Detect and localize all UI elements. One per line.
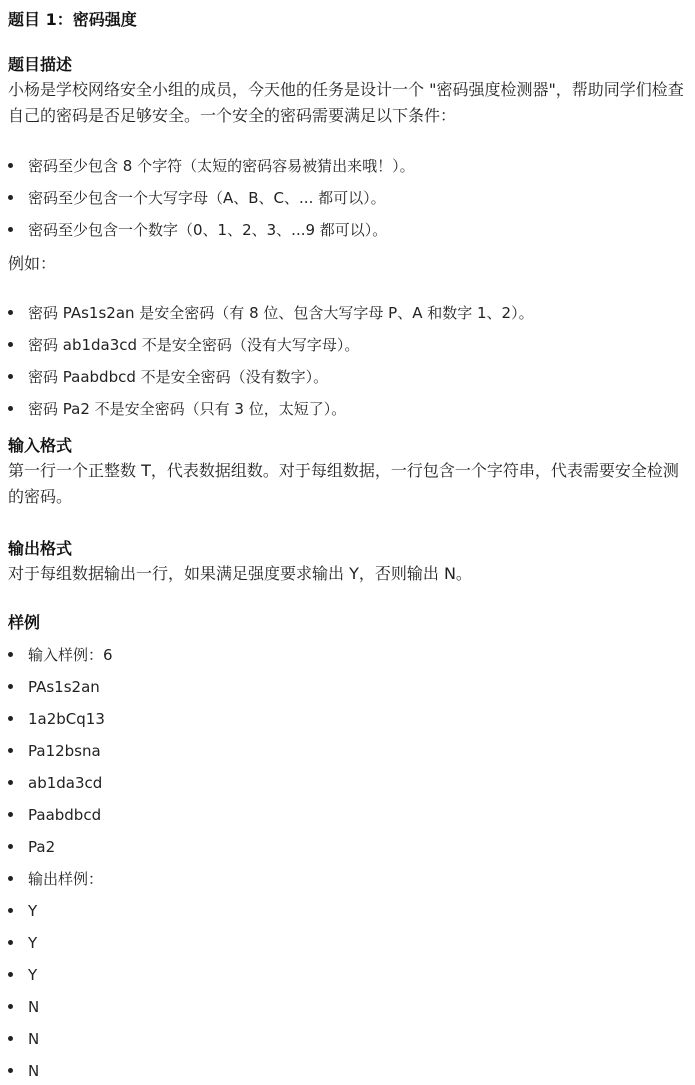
description-text: 小杨是学校网络安全小组的成员，今天他的任务是设计一个 "密码强度检测器"，帮助同学们检查自己的密码是否足够安全。一个安全的密码需要满足以下条件： [8,80,684,125]
bullet-icon [8,163,13,168]
bullet-icon [8,972,13,977]
input-format-heading: 输入格式 [8,436,73,455]
sample-item: Y [8,901,37,921]
sample-item: N [8,1029,39,1049]
sample-item: 输入样例：6 [8,645,113,665]
bullet-icon [8,716,13,721]
example-item: 密码 ab1da3cd 不是安全密码（没有大写字母）。 [8,335,359,355]
condition-item: 密码至少包含 8 个字符（太短的密码容易被猜出来哦！）。 [8,156,415,176]
sample-item: N [8,997,39,1017]
bullet-icon [8,1004,13,1009]
sample-item: 输出样例： [8,869,103,889]
bullet-icon [8,940,13,945]
sample-item: Y [8,965,37,985]
bullet-icon [8,227,13,232]
input-format-text: 第一行一个正整数 T，代表数据组数。对于每组数据，一行包含一个字符串，代表需要安全检测的密码。 [8,461,679,506]
sample-item: Pa12bsna [8,741,101,761]
example-item: 密码 Pa2 不是安全密码（只有 3 位，太短了）。 [8,399,346,419]
condition-item: 密码至少包含一个数字（0、1、2、3、...9 都可以）。 [8,220,387,240]
bullet-icon [8,195,13,200]
sample-item: ab1da3cd [8,773,102,793]
example-item: 密码 Paabdbcd 不是安全密码（没有数字）。 [8,367,328,387]
sample-item: PAs1s2an [8,677,100,697]
output-format-text: 对于每组数据输出一行，如果满足强度要求输出 Y，否则输出 N。 [8,564,472,583]
bullet-icon [8,1068,13,1073]
bullet-icon [8,908,13,913]
example-label: 例如： [8,254,57,273]
bullet-icon [8,684,13,689]
example-item: 密码 PAs1s2an 是安全密码（有 8 位、包含大写字母 P、A 和数字 1、2）。 [8,303,534,323]
sample-item: Pa2 [8,837,55,857]
output-format-heading: 输出格式 [8,539,73,558]
bullet-icon [8,342,13,347]
sample-item: N [8,1061,39,1081]
bullet-icon [8,812,13,817]
sample-item: Y [8,933,37,953]
bullet-icon [8,876,13,881]
bullet-icon [8,780,13,785]
sample-heading: 样例 [8,613,41,632]
problem-title: 题目 1：密码强度 [8,10,137,29]
bullet-icon [8,844,13,849]
bullet-icon [8,652,13,657]
sample-item: Paabdbcd [8,805,101,825]
bullet-icon [8,310,13,315]
sample-item: 1a2bCq13 [8,709,105,729]
bullet-icon [8,374,13,379]
condition-item: 密码至少包含一个大写字母（A、B、C、... 都可以）。 [8,188,386,208]
description-heading: 题目描述 [8,55,73,74]
bullet-icon [8,1036,13,1041]
bullet-icon [8,406,13,411]
bullet-icon [8,748,13,753]
